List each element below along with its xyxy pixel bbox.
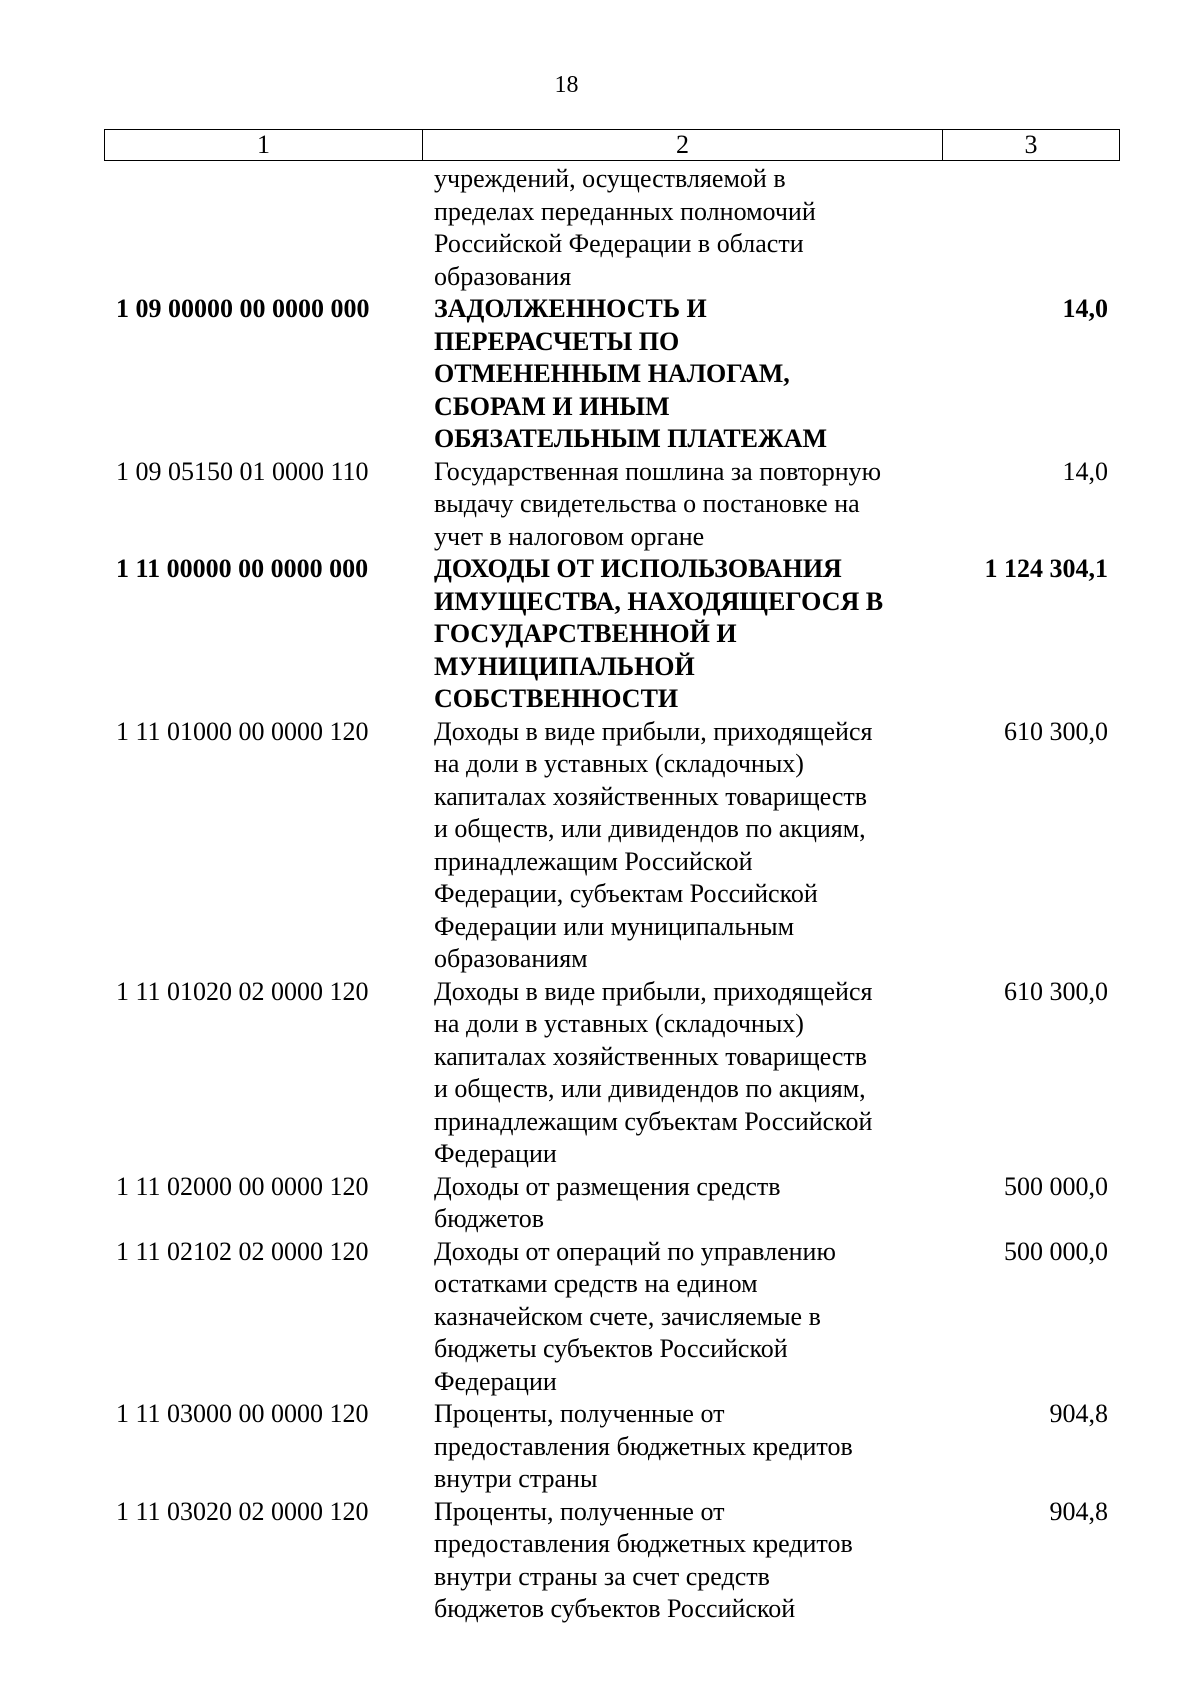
income-name-line: учет в налоговом органе	[434, 521, 705, 551]
income-name-line: бюджеты субъектов Российской	[434, 1334, 788, 1363]
income-name-line: Проценты, полученные от	[434, 1399, 725, 1428]
table-row	[104, 1236, 1120, 1399]
income-name-line: Проценты, полученные от	[434, 1496, 725, 1526]
income-name-cell	[422, 456, 942, 554]
amount-cell: 904,8	[1049, 1399, 1108, 1428]
income-name-line: ИМУЩЕСТВА, НАХОДЯЩЕГОСЯ В	[434, 586, 884, 616]
amount-cell: 610 300,0	[1004, 716, 1108, 746]
income-name-line: СОБСТВЕННОСТИ	[434, 684, 679, 713]
income-name-line: ЗАДОЛЖЕННОСТЬ И	[434, 294, 707, 323]
income-name-line: капиталах хозяйственных товариществ	[434, 781, 868, 811]
amount-cell: 500 000,0	[1004, 1171, 1108, 1201]
budget-code-cell: 1 09 00000 00 0000 000	[116, 294, 370, 323]
income-name-line: бюджетов субъектов Российской	[434, 1594, 796, 1623]
income-name-line: внутри страны за счет средств	[434, 1561, 770, 1591]
table-row	[104, 553, 1120, 716]
budget-code-cell: 1 11 02000 00 0000 120	[116, 1171, 369, 1201]
income-name-line: ПЕРЕРАСЧЕТЫ ПО	[434, 326, 680, 356]
table-row	[104, 163, 1120, 293]
table-row	[104, 716, 1120, 976]
income-name-line: бюджетов	[434, 1204, 545, 1233]
table-row	[104, 1496, 1120, 1626]
amount-cell: 14,0	[1062, 294, 1108, 323]
income-name-line: ДОХОДЫ ОТ ИСПОЛЬЗОВАНИЯ	[434, 554, 842, 583]
income-name-cell	[422, 1236, 942, 1399]
income-name-line: Федерации	[434, 1139, 557, 1168]
budget-code-cell: 1 11 01020 02 0000 120	[116, 976, 369, 1006]
income-name-cell	[422, 716, 942, 976]
income-name-line: Федерации	[434, 1366, 557, 1396]
income-name-line: Доходы в виде прибыли, приходящейся	[434, 716, 873, 746]
income-name-cell	[422, 553, 942, 716]
income-name-line: Государственная пошлина за повторную	[434, 456, 882, 486]
table-body	[104, 163, 1120, 1626]
table-row	[104, 293, 1120, 456]
income-name-line: ОТМЕНЕННЫМ НАЛОГАМ,	[434, 359, 790, 388]
income-name-cell	[422, 1171, 942, 1236]
page-number: 18	[554, 72, 579, 98]
income-name-cell	[422, 1398, 942, 1496]
income-name-line: предоставления бюджетных кредитов	[434, 1431, 853, 1461]
table-row	[104, 456, 1120, 554]
table-header-col-2: 2	[423, 130, 943, 160]
income-name-cell	[422, 976, 942, 1171]
amount-cell: 1 124 304,1	[984, 554, 1108, 583]
table-header-row	[104, 129, 1120, 161]
income-name-line: принадлежащим Российской	[434, 846, 753, 876]
income-name-line: учреждений, осуществляемой в	[434, 164, 786, 193]
table-header-col-1: 1	[105, 130, 423, 160]
income-name-line: ОБЯЗАТЕЛЬНЫМ ПЛАТЕЖАМ	[434, 424, 828, 453]
income-name-line: казначейском счете, зачисляемые в	[434, 1301, 821, 1331]
budget-code-cell	[104, 163, 422, 293]
income-name-line: выдачу свидетельства о постановке на	[434, 489, 860, 518]
table-row	[104, 1398, 1120, 1496]
income-name-line: предоставления бюджетных кредитов	[434, 1529, 853, 1558]
income-name-cell	[422, 1496, 942, 1626]
amount-cell: 500 000,0	[1004, 1236, 1108, 1266]
budget-code-cell: 1 09 05150 01 0000 110	[116, 456, 369, 486]
income-name-line: на доли в уставных (складочных)	[434, 749, 804, 778]
income-name-line: Федерации или муниципальным	[434, 911, 795, 941]
income-name-line: капиталах хозяйственных товариществ	[434, 1041, 868, 1071]
income-name-line: Доходы в виде прибыли, приходящейся	[434, 976, 873, 1006]
income-name-line: принадлежащим субъектам Российской	[434, 1106, 873, 1136]
budget-code-cell: 1 11 03020 02 0000 120	[116, 1496, 369, 1526]
income-name-line: СБОРАМ И ИНЫМ	[434, 391, 670, 421]
income-name-line: внутри страны	[434, 1464, 598, 1493]
amount-cell	[942, 163, 1120, 293]
budget-code-cell: 1 11 01000 00 0000 120	[116, 716, 369, 746]
table-row	[104, 976, 1120, 1171]
income-name-line: образованиям	[434, 944, 588, 973]
budget-code-cell: 1 11 00000 00 0000 000	[116, 554, 369, 583]
income-name-line: Доходы от операций по управлению	[434, 1236, 836, 1266]
income-name-line: пределах переданных полномочий	[434, 196, 816, 226]
income-name-cell	[422, 293, 942, 456]
amount-cell: 904,8	[1049, 1496, 1108, 1526]
income-name-cell	[422, 163, 942, 293]
budget-code-cell: 1 11 03000 00 0000 120	[116, 1399, 369, 1428]
income-name-line: Доходы от размещения средств	[434, 1171, 781, 1201]
income-name-line: ГОСУДАРСТВЕННОЙ И	[434, 619, 737, 648]
income-name-line: остатками средств на едином	[434, 1269, 758, 1298]
income-name-line: на доли в уставных (складочных)	[434, 1009, 804, 1038]
income-name-line: и обществ, или дивидендов по акциям,	[434, 1074, 866, 1103]
income-name-line: Федерации, субъектам Российской	[434, 879, 818, 908]
income-name-line: МУНИЦИПАЛЬНОЙ	[434, 651, 695, 681]
budget-code-cell: 1 11 02102 02 0000 120	[116, 1236, 369, 1266]
income-name-line: образования	[434, 261, 572, 291]
amount-cell: 610 300,0	[1004, 976, 1108, 1006]
table-header-col-3: 3	[1024, 130, 1038, 159]
income-name-line: и обществ, или дивидендов по акциям,	[434, 814, 866, 843]
income-name-line: Российской Федерации в области	[434, 229, 804, 258]
amount-cell: 14,0	[1062, 456, 1108, 486]
table-row	[104, 1171, 1120, 1236]
